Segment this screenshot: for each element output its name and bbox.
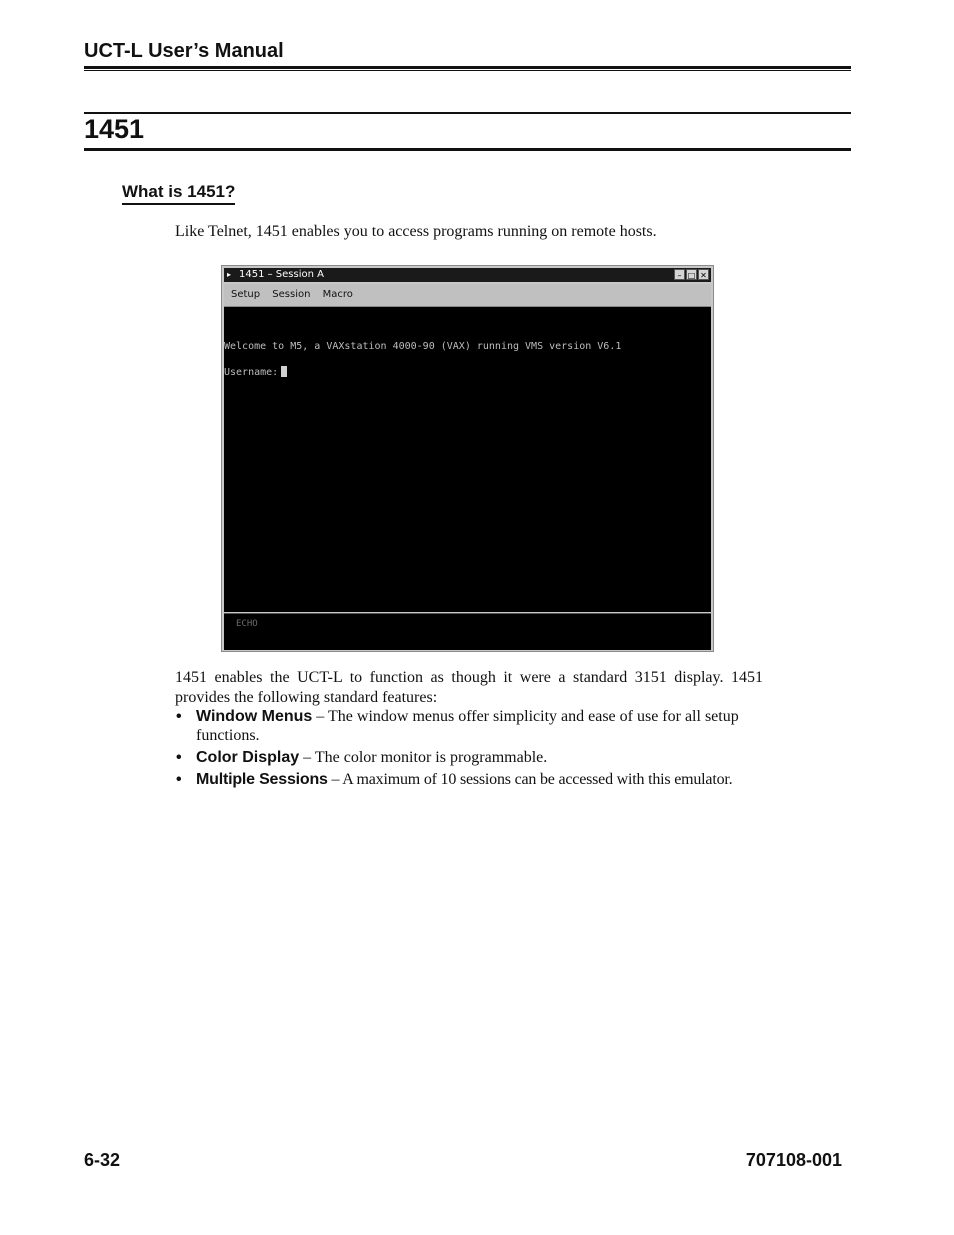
document-number: 707108-001 bbox=[745, 1150, 842, 1170]
chapter-rule-top bbox=[84, 112, 851, 114]
maximize-icon: □ bbox=[687, 271, 696, 280]
window-titlebar bbox=[224, 268, 711, 282]
menu-macro: Macro bbox=[322, 289, 353, 300]
status-echo-label: ECHO bbox=[236, 619, 258, 629]
header-rule-top bbox=[84, 66, 851, 69]
menu-session: Session bbox=[272, 289, 311, 300]
window-controls bbox=[674, 269, 709, 281]
terminal-statusbar bbox=[224, 613, 711, 650]
list-item bbox=[175, 770, 775, 789]
page-number: 6-32 bbox=[84, 1150, 121, 1170]
window-icon: ▸ bbox=[227, 270, 232, 279]
feature-term: Window Menus bbox=[196, 708, 313, 725]
feature-desc: – A maximum of 10 sessions can be accessed with this emulator. bbox=[327, 771, 733, 788]
terminal-cursor bbox=[281, 366, 287, 377]
bullet-icon: • bbox=[176, 749, 182, 766]
section-heading: What is 1451? bbox=[122, 182, 235, 205]
terminal-username-prompt bbox=[224, 366, 287, 378]
bullet-icon: • bbox=[176, 771, 182, 788]
terminal-welcome-line: Welcome to M5, a VAXstation 4000-90 (VAX) running VMS version V6.1 bbox=[224, 341, 622, 352]
body-paragraph: 1451 enables the UCT-L to function as though it were a standard 3151 display. 1451 provides the following standard features: bbox=[175, 669, 763, 706]
window-title: 1451 – Session A bbox=[239, 269, 324, 280]
close-icon: ✕ bbox=[698, 269, 709, 280]
window-menubar bbox=[224, 284, 711, 307]
menu-setup: Setup bbox=[231, 289, 261, 300]
feature-term: Multiple Sessions bbox=[196, 771, 328, 788]
terminal-screen bbox=[224, 307, 711, 612]
chapter-rule-bottom bbox=[84, 148, 851, 151]
bullet-icon: • bbox=[176, 708, 182, 725]
username-prompt-text: Username: bbox=[224, 367, 279, 378]
list-item bbox=[175, 748, 775, 767]
emulator-window-screenshot bbox=[221, 265, 714, 652]
running-header: UCT-L User’s Manual bbox=[84, 40, 284, 62]
header-rule-bottom bbox=[84, 70, 851, 71]
feature-desc: – The window menus offer simplicity and ease of use for all setup functions. bbox=[196, 708, 739, 744]
chapter-title: 1451 bbox=[84, 114, 145, 144]
list-item bbox=[175, 707, 775, 745]
feature-term: Color Display bbox=[196, 749, 300, 766]
minimize-icon: – bbox=[674, 269, 685, 280]
feature-list bbox=[175, 707, 775, 792]
feature-desc: – The color monitor is programmable. bbox=[299, 749, 548, 766]
intro-paragraph: Like Telnet, 1451 enables you to access programs running on remote hosts. bbox=[175, 223, 657, 240]
